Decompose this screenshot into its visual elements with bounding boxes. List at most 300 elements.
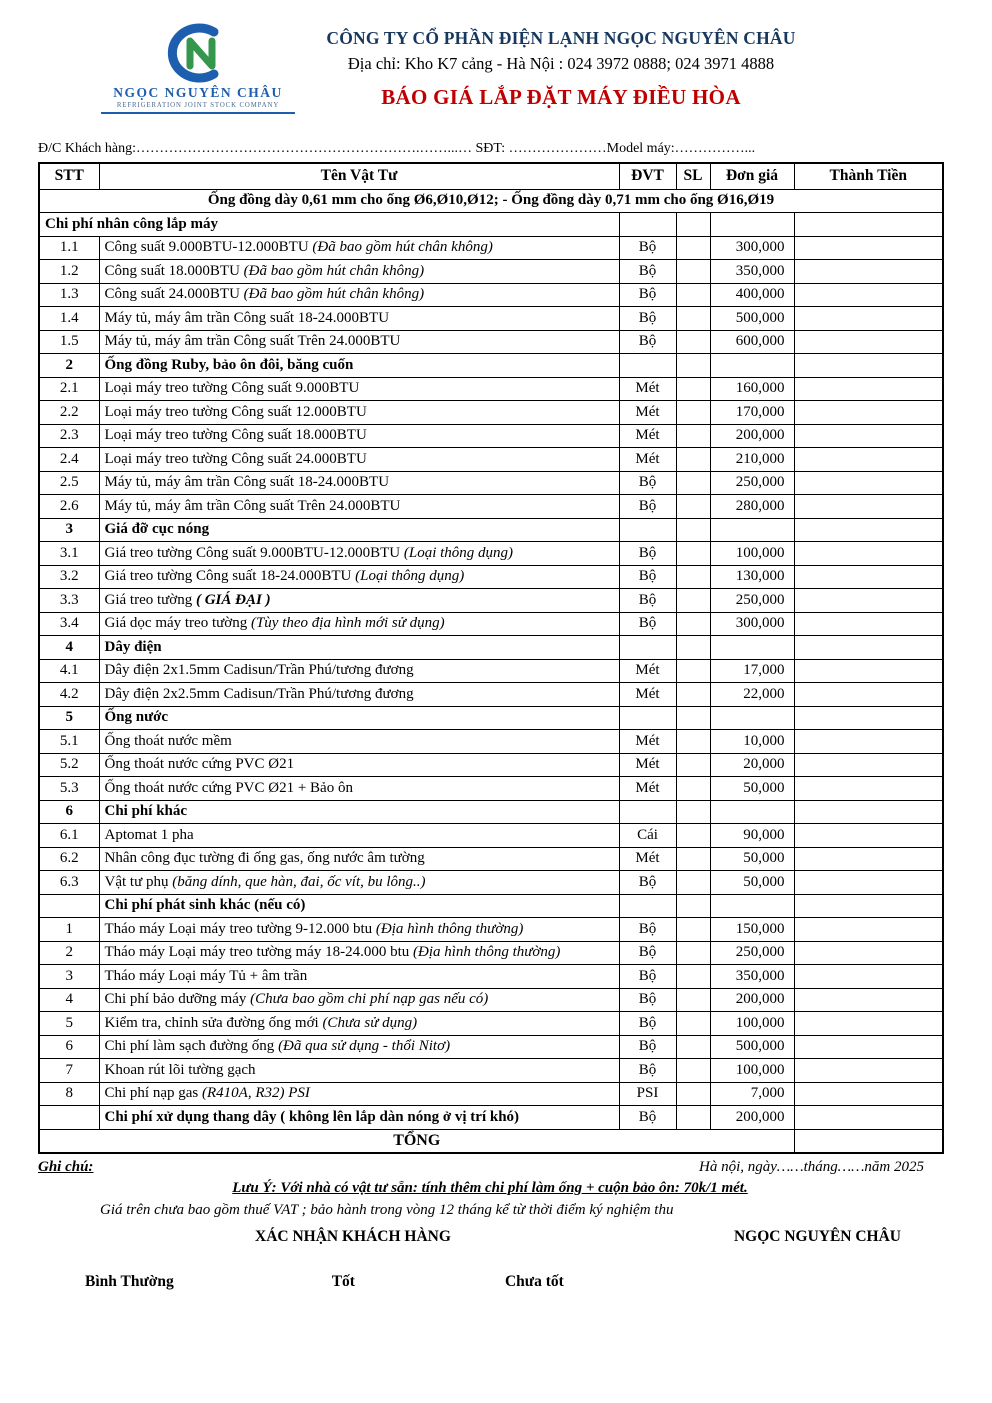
item-total xyxy=(794,565,943,589)
item-total xyxy=(794,1106,943,1130)
item-stt: 2.2 xyxy=(39,401,99,425)
item-name: Máy tủ, máy âm trần Công suất 18-24.000BTU xyxy=(99,307,619,331)
item-unit xyxy=(619,894,676,918)
item-qty xyxy=(676,354,710,378)
item-row xyxy=(39,1106,943,1130)
item-row xyxy=(39,283,943,307)
item-unit: PSI xyxy=(619,1082,676,1106)
item-name: Giá treo tường Công suất 9.000BTU-12.000BTU (Loại thông dụng) xyxy=(99,542,619,566)
item-stt: 2.5 xyxy=(39,471,99,495)
item-name: Dây điện 2x2.5mm Cadisun/Trần Phú/tương đương xyxy=(99,683,619,707)
notes-date-row xyxy=(38,1159,942,1176)
section-row xyxy=(39,894,943,918)
item-note: (băng dính, que hàn, đai, ốc vít, bu lông..) xyxy=(172,873,426,890)
item-note: ( GIÁ ĐẠI ) xyxy=(195,591,271,608)
item-qty xyxy=(676,730,710,754)
item-row xyxy=(39,401,943,425)
item-total xyxy=(794,777,943,801)
item-unit: Bộ xyxy=(619,260,676,284)
item-stt xyxy=(39,1106,99,1130)
item-qty xyxy=(676,871,710,895)
item-name: Chi phí xử dụng thang dây ( không lên lắp dàn nóng ở vị trí khó) xyxy=(99,1106,619,1130)
item-row xyxy=(39,495,943,519)
item-row xyxy=(39,683,943,707)
item-stt: 3.2 xyxy=(39,565,99,589)
item-unit: Bộ xyxy=(619,307,676,331)
item-stt: 1 xyxy=(39,918,99,942)
item-name: Loại máy treo tường Công suất 24.000BTU xyxy=(99,448,619,472)
item-row xyxy=(39,260,943,284)
item-note: (Đã bao gồm hút chân không) xyxy=(243,262,425,279)
item-stt: 6 xyxy=(39,800,99,824)
item-unit: Mét xyxy=(619,424,676,448)
item-unit-price: 350,000 xyxy=(710,965,794,989)
item-unit: Bộ xyxy=(619,988,676,1012)
item-unit: Bộ xyxy=(619,918,676,942)
item-unit: Mét xyxy=(619,777,676,801)
item-unit-price: 160,000 xyxy=(710,377,794,401)
vat-warranty-note: Giá trên chưa bao gồm thuế VAT ; bảo hành trong vòng 12 tháng kể từ thời điểm ký nghiệm thu xyxy=(100,1201,674,1218)
item-qty xyxy=(676,518,710,542)
item-name: Chi phí làm sạch đường ống (Đã qua sử dụng - thổi Nitơ) xyxy=(99,1035,619,1059)
item-row xyxy=(39,471,943,495)
item-name: Vật tư phụ (băng dính, que hàn, đai, ốc vít, bu lông..) xyxy=(99,871,619,895)
section-row xyxy=(39,518,943,542)
item-qty xyxy=(676,941,710,965)
phone-label: SĐT: xyxy=(475,141,506,156)
item-stt: 2.3 xyxy=(39,424,99,448)
column-header-total: Thành Tiền xyxy=(794,163,943,189)
item-qty xyxy=(676,824,710,848)
section-title: Ống nước xyxy=(99,706,619,730)
header-row xyxy=(39,163,943,189)
item-unit xyxy=(619,800,676,824)
item-unit xyxy=(619,706,676,730)
item-total xyxy=(794,542,943,566)
item-name: Dây điện 2x1.5mm Cadisun/Trần Phú/tương đương xyxy=(99,659,619,683)
model-fill-line: ……………... xyxy=(674,141,756,156)
item-stt: 2.1 xyxy=(39,377,99,401)
item-unit-price: 280,000 xyxy=(710,495,794,519)
item-total xyxy=(794,918,943,942)
phone-fill-line: ………………… xyxy=(508,141,607,156)
item-qty xyxy=(676,777,710,801)
company-signature-label: NGỌC NGUYÊN CHÂU xyxy=(733,1227,901,1245)
item-total xyxy=(794,377,943,401)
item-qty xyxy=(676,213,710,237)
item-row xyxy=(39,542,943,566)
item-name: Chi phí bảo dưỡng máy (Chưa bao gồm chi phí nạp gas nếu có) xyxy=(99,988,619,1012)
item-total xyxy=(794,518,943,542)
item-unit: Bộ xyxy=(619,1059,676,1083)
column-header-name: Tên Vật Tư xyxy=(99,163,619,189)
item-unit-price: 20,000 xyxy=(710,753,794,777)
section-title: Giá đỡ cục nóng xyxy=(99,518,619,542)
item-row xyxy=(39,753,943,777)
item-total xyxy=(794,871,943,895)
item-unit-price xyxy=(710,894,794,918)
company-logo-mark xyxy=(138,22,258,84)
item-name: Aptomat 1 pha xyxy=(99,824,619,848)
item-row xyxy=(39,941,943,965)
item-unit-price: 300,000 xyxy=(710,612,794,636)
item-unit: Mét xyxy=(619,683,676,707)
item-total xyxy=(794,448,943,472)
item-unit: Mét xyxy=(619,730,676,754)
item-qty xyxy=(676,800,710,824)
item-row xyxy=(39,824,943,848)
item-unit: Cái xyxy=(619,824,676,848)
item-stt xyxy=(39,894,99,918)
item-stt: 7 xyxy=(39,1059,99,1083)
item-qty xyxy=(676,401,710,425)
item-name: Loại máy treo tường Công suất 18.000BTU xyxy=(99,424,619,448)
item-qty xyxy=(676,1082,710,1106)
item-name: Công suất 18.000BTU (Đã bao gồm hút chân không) xyxy=(99,260,619,284)
item-total xyxy=(794,1082,943,1106)
item-qty xyxy=(676,636,710,660)
item-row xyxy=(39,988,943,1012)
item-row xyxy=(39,1059,943,1083)
item-unit: Bộ xyxy=(619,941,676,965)
item-total xyxy=(794,847,943,871)
item-qty xyxy=(676,471,710,495)
total-amount xyxy=(794,1129,943,1153)
item-qty xyxy=(676,330,710,354)
rating-options-row xyxy=(38,1273,942,1291)
copper-pipe-note-row xyxy=(39,189,943,213)
item-stt: 5 xyxy=(39,706,99,730)
item-unit: Bộ xyxy=(619,1106,676,1130)
item-unit-price: 210,000 xyxy=(710,448,794,472)
item-name: Máy tủ, máy âm trần Công suất Trên 24.000BTU xyxy=(99,495,619,519)
item-qty xyxy=(676,495,710,519)
item-total xyxy=(794,260,943,284)
company-logo xyxy=(93,22,303,114)
item-name: Tháo máy Loại máy treo tường 9-12.000 btu (Địa hình thông thường) xyxy=(99,918,619,942)
item-total xyxy=(794,1012,943,1036)
item-note: (Đã bao gồm hút chân không) xyxy=(243,286,425,303)
item-stt: 5.3 xyxy=(39,777,99,801)
item-unit-price xyxy=(710,706,794,730)
item-name: Nhân công đục tường đi ống gas, ống nước âm tường xyxy=(99,847,619,871)
item-total xyxy=(794,753,943,777)
item-stt: 4.1 xyxy=(39,659,99,683)
item-row xyxy=(39,918,943,942)
item-unit-price xyxy=(710,800,794,824)
column-header-stt: STT xyxy=(39,163,99,189)
item-total xyxy=(794,965,943,989)
item-stt: 2 xyxy=(39,941,99,965)
item-unit: Mét xyxy=(619,401,676,425)
item-total xyxy=(794,824,943,848)
item-unit-price: 22,000 xyxy=(710,683,794,707)
item-total xyxy=(794,589,943,613)
signature-row xyxy=(38,1228,942,1246)
item-name: Công suất 24.000BTU (Đã bao gồm hút chân không) xyxy=(99,283,619,307)
item-unit-price: 7,000 xyxy=(710,1082,794,1106)
item-unit: Mét xyxy=(619,847,676,871)
item-unit-price: 250,000 xyxy=(710,941,794,965)
item-unit-price: 100,000 xyxy=(710,542,794,566)
item-total xyxy=(794,213,943,237)
item-total xyxy=(794,706,943,730)
item-name: Máy tủ, máy âm trần Công suất 18-24.000BTU xyxy=(99,471,619,495)
item-unit: Bộ xyxy=(619,495,676,519)
item-row xyxy=(39,1035,943,1059)
item-unit: Bộ xyxy=(619,236,676,260)
item-note: (R410A, R32) PSI xyxy=(202,1085,310,1102)
item-unit-price: 250,000 xyxy=(710,471,794,495)
item-unit: Bộ xyxy=(619,565,676,589)
item-qty xyxy=(676,377,710,401)
item-name: Công suất 9.000BTU-12.000BTU (Đã bao gồm hút chân không) xyxy=(99,236,619,260)
item-unit: Bộ xyxy=(619,1012,676,1036)
item-unit-price: 500,000 xyxy=(710,1035,794,1059)
column-header-unit-price: Đơn giá xyxy=(710,163,794,189)
item-name: Ống thoát nước cứng PVC Ø21 + Bảo ôn xyxy=(99,777,619,801)
item-row xyxy=(39,307,943,331)
item-qty xyxy=(676,589,710,613)
column-header-unit: ĐVT xyxy=(619,163,676,189)
document-title: BÁO GIÁ LẮP ĐẶT MÁY ĐIỀU HÒA xyxy=(381,85,741,109)
customer-signature-label: XÁC NHẬN KHÁCH HÀNG xyxy=(255,1227,451,1245)
item-qty xyxy=(676,307,710,331)
rating-option-good: Tốt xyxy=(331,1272,355,1290)
total-row xyxy=(39,1129,943,1153)
item-row xyxy=(39,965,943,989)
item-unit: Bộ xyxy=(619,1035,676,1059)
item-qty xyxy=(676,1012,710,1036)
item-row xyxy=(39,871,943,895)
item-row xyxy=(39,777,943,801)
item-stt: 4 xyxy=(39,988,99,1012)
company-name: CÔNG TY CỔ PHẦN ĐIỆN LẠNH NGỌC NGUYÊN CHÂU xyxy=(326,28,796,48)
item-row xyxy=(39,448,943,472)
item-unit-price: 170,000 xyxy=(710,401,794,425)
item-qty xyxy=(676,1035,710,1059)
section-title: Chi phí phát sinh khác (nếu có) xyxy=(99,894,619,918)
item-note: (Đã qua sử dụng - thổi Nitơ) xyxy=(278,1038,451,1055)
item-unit: Bộ xyxy=(619,871,676,895)
item-name: Máy tủ, máy âm trần Công suất Trên 24.000BTU xyxy=(99,330,619,354)
company-address: Địa chỉ: Kho K7 cảng - Hà Nội : 024 3972 0888; 024 3971 4888 xyxy=(347,54,775,73)
item-name: Giá dọc máy treo tường (Tùy theo địa hình mới sử dụng) xyxy=(99,612,619,636)
item-unit-price: 350,000 xyxy=(710,260,794,284)
item-stt: 1.3 xyxy=(39,283,99,307)
item-unit: Mét xyxy=(619,753,676,777)
item-qty xyxy=(676,965,710,989)
item-stt: 1.5 xyxy=(39,330,99,354)
item-unit: Bộ xyxy=(619,542,676,566)
item-qty xyxy=(676,565,710,589)
item-qty xyxy=(676,706,710,730)
document-footer xyxy=(38,1159,942,1291)
item-unit: Bộ xyxy=(619,612,676,636)
item-stt: 3 xyxy=(39,965,99,989)
item-unit-price: 100,000 xyxy=(710,1059,794,1083)
quote-table-header xyxy=(39,163,943,189)
item-unit-price: 400,000 xyxy=(710,283,794,307)
item-unit-price: 200,000 xyxy=(710,988,794,1012)
item-qty xyxy=(676,1059,710,1083)
item-stt: 3 xyxy=(39,518,99,542)
item-unit xyxy=(619,213,676,237)
item-unit-price: 17,000 xyxy=(710,659,794,683)
item-total xyxy=(794,659,943,683)
section-title: Ống đồng Ruby, bảo ôn đôi, băng cuốn xyxy=(99,354,619,378)
item-total xyxy=(794,401,943,425)
item-total xyxy=(794,283,943,307)
item-note: (Địa hình thông thường) xyxy=(375,920,524,937)
document-header xyxy=(38,20,942,132)
logo-company-name: NGỌC NGUYÊN CHÂU xyxy=(113,85,283,100)
section-row xyxy=(39,213,943,237)
section-title: Chi phí nhân công lắp máy xyxy=(39,213,619,237)
item-qty xyxy=(676,236,710,260)
item-unit-price: 50,000 xyxy=(710,847,794,871)
logo-underline xyxy=(101,112,295,114)
item-unit xyxy=(619,518,676,542)
item-stt: 2.6 xyxy=(39,495,99,519)
model-label: Model máy: xyxy=(606,141,675,156)
item-note: (Chưa bao gồm chi phí nạp gas nếu có) xyxy=(250,991,489,1008)
item-total xyxy=(794,354,943,378)
item-unit-price: 50,000 xyxy=(710,871,794,895)
item-stt: 5 xyxy=(39,1012,99,1036)
item-name: Tháo máy Loại máy treo tường máy 18-24.000 btu (Địa hình thông thường) xyxy=(99,941,619,965)
item-name: Chi phí nạp gas (R410A, R32) PSI xyxy=(99,1082,619,1106)
quote-table xyxy=(38,162,944,1154)
item-stt: 3.3 xyxy=(39,589,99,613)
item-row xyxy=(39,612,943,636)
item-note: (Loại thông dụng) xyxy=(403,544,514,561)
item-name: Tháo máy Loại máy Tủ + âm trần xyxy=(99,965,619,989)
item-stt: 5.1 xyxy=(39,730,99,754)
item-unit-price: 100,000 xyxy=(710,1012,794,1036)
item-stt: 6.2 xyxy=(39,847,99,871)
item-total xyxy=(794,800,943,824)
item-row xyxy=(39,659,943,683)
item-unit xyxy=(619,636,676,660)
item-stt: 6 xyxy=(39,1035,99,1059)
item-qty xyxy=(676,448,710,472)
rating-option-normal: Bình Thường xyxy=(85,1272,174,1290)
item-qty xyxy=(676,260,710,284)
item-qty xyxy=(676,683,710,707)
item-qty xyxy=(676,1106,710,1130)
item-qty xyxy=(676,988,710,1012)
item-total xyxy=(794,1059,943,1083)
item-note: (Tùy theo địa hình mới sử dụng) xyxy=(250,615,445,632)
item-stt: 5.2 xyxy=(39,753,99,777)
item-stt: 3.1 xyxy=(39,542,99,566)
item-total xyxy=(794,330,943,354)
rating-option-not-good: Chưa tốt xyxy=(504,1272,564,1290)
attention-note: Lưu Ý: Với nhà có vật tư sẵn: tính thêm chi phí làm ống + cuộn bảo ôn: 70k/1 mét. xyxy=(232,1179,748,1196)
item-stt: 4 xyxy=(39,636,99,660)
item-total xyxy=(794,894,943,918)
item-total xyxy=(794,495,943,519)
item-stt: 2.4 xyxy=(39,448,99,472)
item-qty xyxy=(676,659,710,683)
item-unit: Bộ xyxy=(619,471,676,495)
item-unit-price: 150,000 xyxy=(710,918,794,942)
item-name: Loại máy treo tường Công suất 12.000BTU xyxy=(99,401,619,425)
item-stt: 1.2 xyxy=(39,260,99,284)
item-unit-price: 200,000 xyxy=(710,1106,794,1130)
item-row xyxy=(39,730,943,754)
item-stt: 1.4 xyxy=(39,307,99,331)
item-total xyxy=(794,424,943,448)
item-unit-price: 130,000 xyxy=(710,565,794,589)
item-qty xyxy=(676,918,710,942)
item-name: Ống thoát nước cứng PVC Ø21 xyxy=(99,753,619,777)
item-unit: Bộ xyxy=(619,589,676,613)
item-unit: Mét xyxy=(619,448,676,472)
item-qty xyxy=(676,542,710,566)
item-total xyxy=(794,471,943,495)
item-total xyxy=(794,988,943,1012)
item-name: Ống thoát nước mềm xyxy=(99,730,619,754)
item-row xyxy=(39,424,943,448)
section-row xyxy=(39,354,943,378)
item-unit: Mét xyxy=(619,377,676,401)
item-qty xyxy=(676,894,710,918)
item-note: (Đã bao gồm hút chân không) xyxy=(312,239,493,256)
item-name: Loại máy treo tường Công suất 9.000BTU xyxy=(99,377,619,401)
item-stt: 6.3 xyxy=(39,871,99,895)
item-total xyxy=(794,636,943,660)
item-stt: 3.4 xyxy=(39,612,99,636)
item-note: (Loại thông dụng) xyxy=(355,568,465,585)
item-row xyxy=(39,565,943,589)
item-unit-price: 200,000 xyxy=(710,424,794,448)
item-name: Kiểm tra, chỉnh sửa đường ống mới (Chưa sử dụng) xyxy=(99,1012,619,1036)
item-note: (Chưa sử dụng) xyxy=(322,1014,418,1031)
item-unit-price xyxy=(710,213,794,237)
quote-table-body xyxy=(39,189,943,1153)
item-unit-price: 50,000 xyxy=(710,777,794,801)
item-row xyxy=(39,1082,943,1106)
item-unit-price: 90,000 xyxy=(710,824,794,848)
copper-pipe-note: Ống đồng dày 0,61 mm cho ống Ø6,Ø10,Ø12; - Ống đồng dày 0,71 mm cho ống Ø16,Ø19 xyxy=(39,189,943,213)
item-unit: Mét xyxy=(619,659,676,683)
item-unit: Bộ xyxy=(619,965,676,989)
item-unit-price: 300,000 xyxy=(710,236,794,260)
date-line: Hà nội, ngày……tháng……năm 2025 xyxy=(698,1158,924,1175)
item-row xyxy=(39,377,943,401)
item-stt: 6.1 xyxy=(39,824,99,848)
item-qty xyxy=(676,753,710,777)
item-row xyxy=(39,330,943,354)
item-unit-price xyxy=(710,354,794,378)
item-unit-price: 500,000 xyxy=(710,307,794,331)
section-row xyxy=(39,636,943,660)
item-row xyxy=(39,847,943,871)
item-unit-price: 600,000 xyxy=(710,330,794,354)
item-total xyxy=(794,612,943,636)
item-name: Giá treo tường ( GIÁ ĐẠI ) xyxy=(99,589,619,613)
logo-company-subtitle: REFRIGERATION JOINT STOCK COMPANY xyxy=(116,102,280,109)
item-stt: 4.2 xyxy=(39,683,99,707)
notes-label: Ghi chú: xyxy=(38,1158,94,1175)
item-stt: 8 xyxy=(39,1082,99,1106)
item-unit-price xyxy=(710,636,794,660)
item-qty xyxy=(676,847,710,871)
item-row xyxy=(39,589,943,613)
item-total xyxy=(794,941,943,965)
